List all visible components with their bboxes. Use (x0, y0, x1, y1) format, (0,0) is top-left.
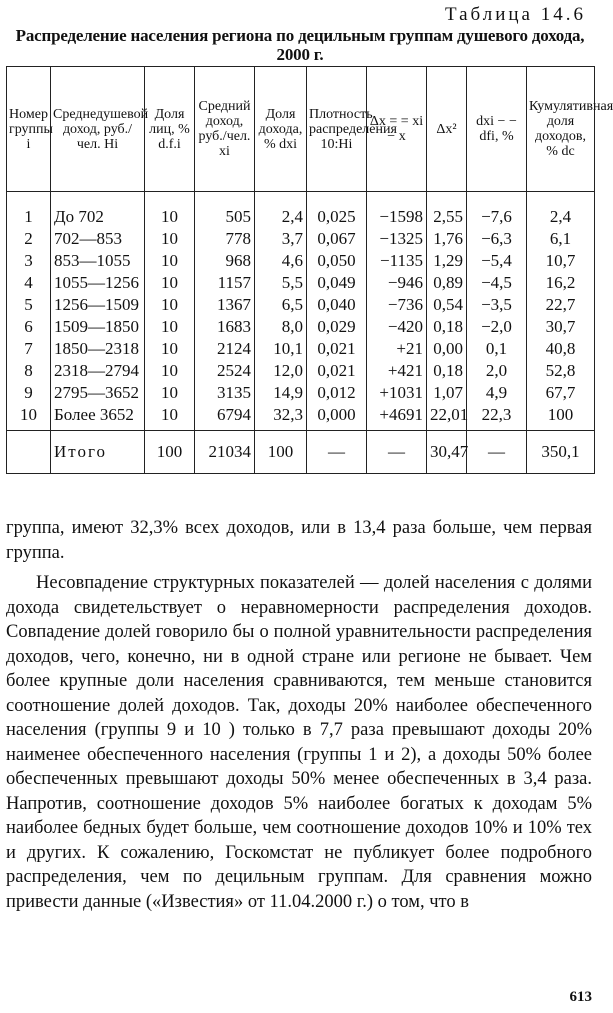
table-cell: 0,040 (307, 294, 367, 316)
table-cell: 10 (145, 404, 195, 426)
table-cell: 5 (7, 294, 51, 316)
table-row (7, 294, 595, 316)
table-header-row (7, 67, 595, 192)
table-cell: 2524 (195, 360, 255, 382)
column-header: Доля дохода, % dxi (255, 67, 307, 192)
table-cell: 1850—2318 (51, 338, 145, 360)
table-cell: 2,4 (527, 192, 595, 229)
total-cell: 100 (255, 431, 307, 474)
total-row (7, 431, 595, 474)
table-cell: 0,18 (427, 360, 467, 382)
table-cell: 1,07 (427, 382, 467, 404)
column-header: Δx² (427, 67, 467, 192)
table-cell: 52,8 (527, 360, 595, 382)
table-cell: 22,7 (527, 294, 595, 316)
table-cell: 4,9 (467, 382, 527, 404)
table-cell: 7 (7, 338, 51, 360)
table-cell: 0,000 (307, 404, 367, 426)
table-row (7, 404, 595, 426)
table-cell: 1509—1850 (51, 316, 145, 338)
table-cell: 3 (7, 250, 51, 272)
table-cell: 2,4 (255, 192, 307, 229)
table-cell: 0,049 (307, 272, 367, 294)
table-cell: −2,0 (467, 316, 527, 338)
table-cell: 10 (145, 294, 195, 316)
column-header: Среднедушевой доход, руб./чел. Hi (51, 67, 145, 192)
table-cell: 0,012 (307, 382, 367, 404)
total-cell: 30,47 (427, 431, 467, 474)
table-cell: 2 (7, 228, 51, 250)
table-cell: 10 (7, 404, 51, 426)
table-row (7, 360, 595, 382)
table-cell: 10 (145, 382, 195, 404)
table-cell: 1,29 (427, 250, 467, 272)
table-cell: 3135 (195, 382, 255, 404)
table-cell: −736 (367, 294, 427, 316)
table-cell: −1325 (367, 228, 427, 250)
table-cell: 22,3 (467, 404, 527, 426)
total-cell: 100 (145, 431, 195, 474)
column-header: Доля лиц, % d.f.i (145, 67, 195, 192)
total-cell: 21034 (195, 431, 255, 474)
table-cell: 22,01 (427, 404, 467, 426)
table-cell: 6,1 (527, 228, 595, 250)
table-row (7, 192, 595, 229)
table-cell: −3,5 (467, 294, 527, 316)
table-cell: 12,0 (255, 360, 307, 382)
table-cell: −4,5 (467, 272, 527, 294)
table-title: Распределение населения региона по децильным группам душевого дохода, 2000 г. (15, 26, 585, 64)
table-cell: Более 3652 (51, 404, 145, 426)
total-cell: — (467, 431, 527, 474)
table-row (7, 316, 595, 338)
table-cell: −946 (367, 272, 427, 294)
table-cell: 2124 (195, 338, 255, 360)
table-cell: 6794 (195, 404, 255, 426)
table-cell: 10 (145, 338, 195, 360)
column-header: Плотность распределения 10:Hi (307, 67, 367, 192)
table-row (7, 250, 595, 272)
table-cell: 10 (145, 360, 195, 382)
distribution-table (6, 66, 613, 474)
table-cell: 2318—2794 (51, 360, 145, 382)
table-cell: +1031 (367, 382, 427, 404)
table-cell: +21 (367, 338, 427, 360)
table-row (7, 382, 595, 404)
table-cell: 0,00 (427, 338, 467, 360)
table-cell: −420 (367, 316, 427, 338)
table-cell: 3,7 (255, 228, 307, 250)
table-cell: 100 (527, 404, 595, 426)
table-cell: 8,0 (255, 316, 307, 338)
table-cell: 1,76 (427, 228, 467, 250)
table-row (7, 272, 595, 294)
table-cell: 40,8 (527, 338, 595, 360)
table-cell: 9 (7, 382, 51, 404)
table-cell: 0,067 (307, 228, 367, 250)
total-cell: — (367, 431, 427, 474)
table-cell: 10 (145, 228, 195, 250)
table-cell: 2,0 (467, 360, 527, 382)
table-cell: 6,5 (255, 294, 307, 316)
table-cell: 853—1055 (51, 250, 145, 272)
table-label: Таблица 14.6 (444, 4, 586, 25)
table-cell: 778 (195, 228, 255, 250)
table-cell: 5,5 (255, 272, 307, 294)
table-cell: 702—853 (51, 228, 145, 250)
table-row (7, 338, 595, 360)
table-cell: 1683 (195, 316, 255, 338)
paragraph-main: Несовпадение структурных показателей — долей населения с долями дохода свидетельствует о неравномерности распределения доходов. Совпадение долей говорило бы о полной уравнительности распределения доходов, чего, конечно, ни в одной стране или регионе не бывает. Чем более крупные доли населения сравниваются, тем меньше становится соотношение долей доходов. Так, доходы 20% наиболее обеспеченного населения (группы 9 и 10 ) только в 7,7 раза превышают доходы 20% наименее обеспеченного населения (группы 1 и 2), а доходы 50% более обеспеченных превышают доходы 50% менее обеспеченных в 3,4 раза. Напротив, соотношение доходов 5% наиболее богатых к доходам 5% наиболее бедных будет больше, чем соотношение доходов 10% и 10% тех и других. К сожалению, Госкомстат не публикует более подробного распределения, чем по децильным группам. Для сравнения можно привести данные («Известия» от 11.04.2000 г.) о том, что в (6, 573, 592, 912)
table-cell: 1 (7, 192, 51, 229)
column-header: Номер группы i (7, 67, 51, 192)
table-cell: 4 (7, 272, 51, 294)
table-cell: 0,18 (427, 316, 467, 338)
table-cell: −1598 (367, 192, 427, 229)
total-blank-cell (7, 431, 51, 474)
table-cell: 8 (7, 360, 51, 382)
table-cell: +421 (367, 360, 427, 382)
table-cell: 0,54 (427, 294, 467, 316)
table-cell: 968 (195, 250, 255, 272)
table-row (7, 228, 595, 250)
table-cell: 2795—3652 (51, 382, 145, 404)
table-body (7, 192, 595, 474)
table-cell: 0,1 (467, 338, 527, 360)
table-cell: −5,4 (467, 250, 527, 272)
table-cell: 10 (145, 272, 195, 294)
table-cell: 0,89 (427, 272, 467, 294)
table-cell: 14,9 (255, 382, 307, 404)
table-cell: 1256—1509 (51, 294, 145, 316)
table-cell: До 702 (51, 192, 145, 229)
table-cell: +4691 (367, 404, 427, 426)
column-header: Δx = = xi − x (367, 67, 427, 192)
table-cell: 505 (195, 192, 255, 229)
table-cell: 1367 (195, 294, 255, 316)
column-header: Средний доход, руб./чел. xi (195, 67, 255, 192)
table-cell: 30,7 (527, 316, 595, 338)
table-cell: 10 (145, 250, 195, 272)
total-label: Итого (51, 431, 145, 474)
total-cell: — (307, 431, 367, 474)
table-cell: 10,1 (255, 338, 307, 360)
column-header: dxi − − dfi, % (467, 67, 527, 192)
table-cell: 0,021 (307, 338, 367, 360)
table-cell: 32,3 (255, 404, 307, 426)
table-cell: 2,55 (427, 192, 467, 229)
page-number: 613 (569, 989, 592, 1005)
table-cell: 1157 (195, 272, 255, 294)
table-cell: 4,6 (255, 250, 307, 272)
total-cell: 350,1 (527, 431, 595, 474)
table-cell: 10,7 (527, 250, 595, 272)
table-cell: 0,021 (307, 360, 367, 382)
table-cell: 10 (145, 316, 195, 338)
table-cell: 6 (7, 316, 51, 338)
table-cell: 16,2 (527, 272, 595, 294)
table-cell: 10 (145, 192, 195, 229)
table-cell: 0,029 (307, 316, 367, 338)
table-cell: 0,050 (307, 250, 367, 272)
paragraph-continuation: группа, имеют 32,3% всех доходов, или в 13,4 раза больше, чем первая группа. (6, 518, 592, 563)
table-cell: −1135 (367, 250, 427, 272)
column-header: Кумулятивная доля доходов, % dc (527, 67, 595, 192)
table-cell: 67,7 (527, 382, 595, 404)
table-cell: 1055—1256 (51, 272, 145, 294)
table-cell: −6,3 (467, 228, 527, 250)
table-cell: −7,6 (467, 192, 527, 229)
table-cell: 0,025 (307, 192, 367, 229)
